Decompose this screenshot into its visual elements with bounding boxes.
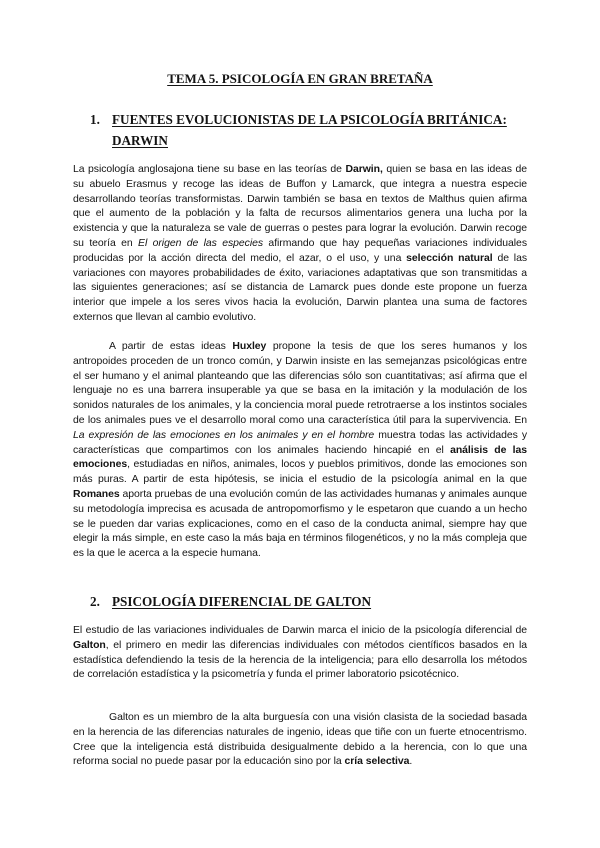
text-run: La psicología anglosajona tiene su base en las teorías de <box>73 164 346 175</box>
text-run: de las variaciones con mayores probabilidades de éxito, variaciones adaptativas que son transmitidas a las siguientes generaciones; así se distancia de Lamarck pues donde este propone un fuerza interior que impele a los seres vivos hacia la evolución, Darwin plantea una suma de factores externos que llevan al cambio evolutivo. <box>73 252 527 323</box>
document-title <box>0 71 600 87</box>
section-1-number: 1. <box>90 112 100 127</box>
section-1-heading-line2: DARWIN <box>112 133 168 148</box>
text-run: quien se basa en las ideas de su abuelo Erasmus y recoge las ideas de Buffon y Lamarck, que integra a nuestra especie desarrollando teorías transformistas. Darwin también se basa en textos de Malthus quien afirma que el aumento de la población y la falta de recursos alimentarios genera una lucha por la existencia y que la naturaleza se vale de guerras o pestes para lograr la evolución. Darwin recoge su teoría en <box>73 164 527 249</box>
section-2-number: 2. <box>90 594 100 609</box>
text-run: muestra todas las actividades y características que compartimos con los animales haciendo hincapié en el <box>73 429 527 456</box>
paragraph-darwin-intro <box>73 163 527 326</box>
bold-run: Galton <box>73 639 106 651</box>
section-1-heading <box>92 109 512 151</box>
section-1-heading-line1: FUENTES EVOLUCIONISTAS DE LA PSICOLOGÍA BRITÁNICA: <box>112 112 507 127</box>
paragraph-huxley-emotions <box>73 340 527 562</box>
document-title-text: TEMA 5. PSICOLOGÍA EN GRAN BRETAÑA <box>167 71 433 86</box>
paragraph-galton-burguesia <box>73 711 527 770</box>
bold-run: selección natural <box>406 252 493 264</box>
text-run: El estudio de las variaciones individuales de Darwin marca el inicio de la psicología diferencial de <box>73 625 527 636</box>
bold-run: Darwin, <box>345 164 383 175</box>
text-run: , estudiadas en niños, animales, locos y pueblos primitivos, donde las emociones son más puras. A partir de esta hipótesis, se inicia el estudio de la psicología animal en la que <box>73 459 527 486</box>
bold-run: Huxley <box>232 341 267 352</box>
text-run: . <box>409 756 413 768</box>
text-run: propone la tesis de que los seres humanos y los antropoides proceden de un tronco común, y Darwin insiste en las semejanzas psicológicas entre el ser humano y el animal planteando que las diferencias sólo son cuantitativas; así afirma que el lenguaje no es una barrera insuperable ya que se basa en la imitación y la modulación de los sonidos naturales de los animales, y la conciencia moral puede retrotraerse a los instintos sociales de los animales pues ve el desarrollo moral como una característica útil para la supervivencia. En <box>73 341 527 426</box>
text-run: , el primero en medir las diferencias individuales con métodos científicos basados en la estadística defendiendo la tesis de la herencia de la inteligencia; para ello desarrolla los métodos de correlación estadística y la psicometría y funda el primer laboratorio psicotécnico. <box>73 639 527 681</box>
section-2-heading <box>92 591 512 612</box>
italic-run: La expresión de las emociones en los animales y en el hombre <box>73 429 375 441</box>
text-run: afirmando que hay pequeñas variaciones individuales producidas por la acción directa del medio, el azar, o el uso, y una <box>73 237 527 264</box>
bold-run: cría selectiva <box>344 756 410 768</box>
bold-run: análisis de las emociones <box>73 444 527 471</box>
paragraph-galton-diferencial <box>73 624 527 683</box>
section-2-heading-text: PSICOLOGÍA DIFERENCIAL DE GALTON <box>112 594 372 609</box>
text-run: A partir de estas ideas <box>109 341 233 352</box>
text-run: Galton es un miembro de la alta burguesía con una visión clasista de la sociedad basada en la herencia de las diferencias naturales de ingenio, ideas que tiñe con un fuerte etnocentrismo. Cree que la inteligencia está distribuida desigualmente debido a la herencia, con lo que una reforma social no puede pasar por la educación sino por la <box>73 712 527 768</box>
bold-run: Romanes <box>73 488 120 500</box>
italic-run: El origen de las especies <box>138 237 264 249</box>
text-run: aporta pruebas de una evolución común de las actividades humanas y animales aunque su metodología imprecisa es acusada de antropomorfismo y le espetaron que cuando a un hecho se le pueden dar varias explicaciones, como en el caso de la conducta animal, siempre hay que elegir la más simple, en este caso la más baja en términos filogenéticos, y no la más compleja que es la que le acerca a la especie humana. <box>73 488 527 560</box>
